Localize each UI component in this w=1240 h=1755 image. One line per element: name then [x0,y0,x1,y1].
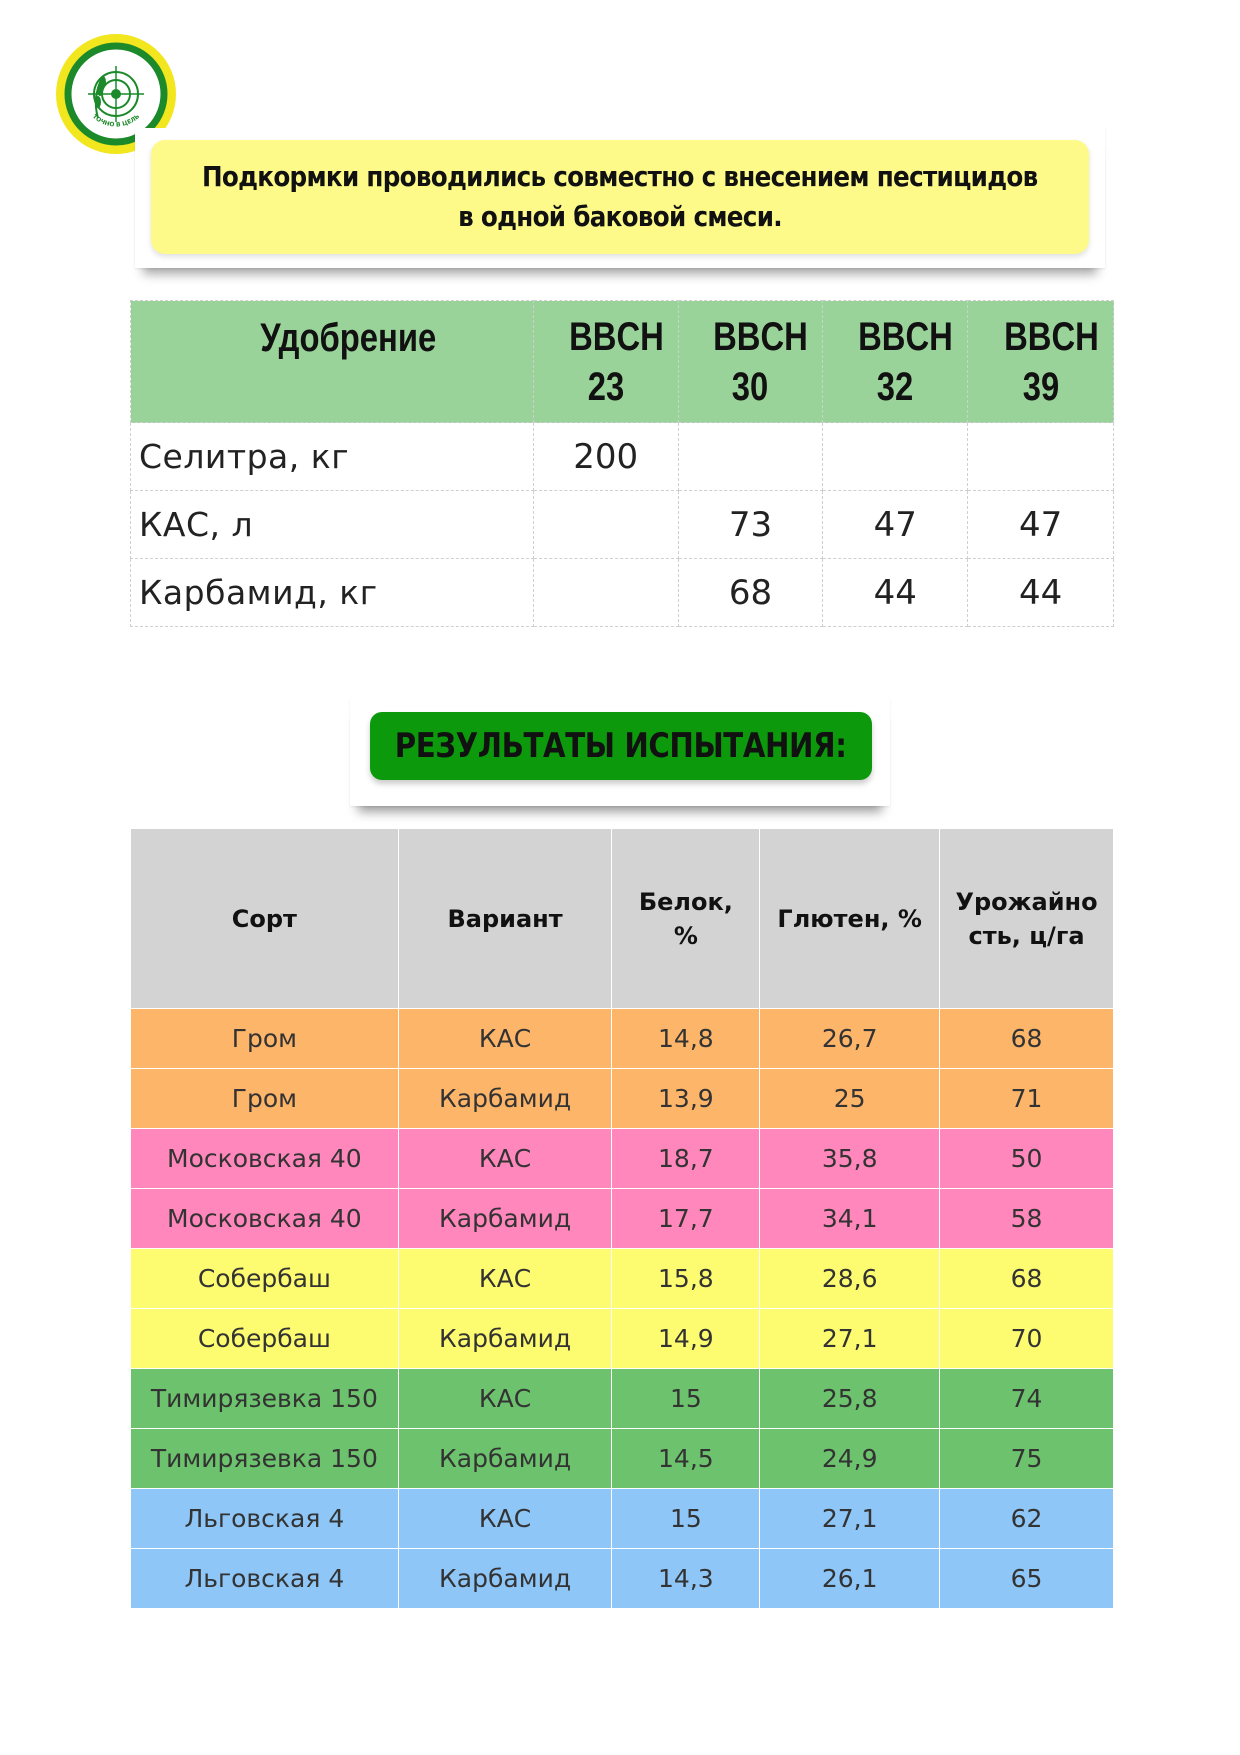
header-variety: Сорт [131,829,399,1009]
fertilizer-table [130,300,1114,627]
table-row [131,1309,1114,1369]
yield-cell: 65 [940,1549,1114,1609]
results-title: РЕЗУЛЬТАТЫ ИСПЫТАНИЯ: [395,726,847,766]
yield-cell: 50 [940,1129,1114,1189]
cell [533,491,678,559]
table-row [131,423,1114,491]
gluten-cell: 27,1 [760,1489,940,1549]
protein-cell: 17,7 [612,1189,760,1249]
results-header-row [131,829,1114,1009]
yield-cell: 58 [940,1189,1114,1249]
table-row [131,1369,1114,1429]
variety-cell: Льговская 4 [131,1489,399,1549]
table-row [131,1189,1114,1249]
gluten-cell: 25,8 [760,1369,940,1429]
variety-cell: Тимирязевка 150 [131,1429,399,1489]
table-row [131,1489,1114,1549]
protein-cell: 14,9 [612,1309,760,1369]
header-bbch-30: BBCH 30 [678,301,823,423]
table-row [131,1129,1114,1189]
yield-cell: 62 [940,1489,1114,1549]
protein-cell: 15 [612,1489,760,1549]
cell: 47 [968,491,1114,559]
gluten-cell: 26,1 [760,1549,940,1609]
variety-cell: Собербаш [131,1309,399,1369]
fertilizer-name: Селитра, кг [131,423,534,491]
logo-bottom-text: ТОЧНО В ЦЕЛЬ [90,113,142,129]
variety-cell: Тимирязевка 150 [131,1369,399,1429]
gluten-cell: 28,6 [760,1249,940,1309]
fertilizer-header-row [131,301,1114,423]
header-protein: Белок, % [612,829,760,1009]
variant-cell: Карбамид [398,1309,612,1369]
yield-cell: 70 [940,1309,1114,1369]
table-row [131,1069,1114,1129]
banner-line-1: Подкормки проводились совместно с внесением пестицидов [202,160,1038,193]
cell [968,423,1114,491]
variant-cell: КАС [398,1249,612,1309]
cell: 73 [678,491,823,559]
variety-cell: Гром [131,1069,399,1129]
fertilizer-name: КАС, л [131,491,534,559]
gluten-cell: 35,8 [760,1129,940,1189]
fertilizer-name: Карбамид, кг [131,559,534,627]
header-bbch-23: BBCH 23 [533,301,678,423]
banner-line-2: в одной баковой смеси. [458,200,782,233]
gluten-cell: 27,1 [760,1309,940,1369]
gluten-cell: 25 [760,1069,940,1129]
results-banner [350,698,890,818]
results-table [130,828,1114,1609]
cell: 44 [968,559,1114,627]
protein-cell: 13,9 [612,1069,760,1129]
logo-top-text: АО "АРТЕЛЬ" [84,48,148,69]
cell [678,423,823,491]
variant-cell: Карбамид [398,1429,612,1489]
cell: 47 [823,491,968,559]
variety-cell: Московская 40 [131,1189,399,1249]
variant-cell: Карбамид [398,1189,612,1249]
variant-cell: КАС [398,1009,612,1069]
variant-cell: Карбамид [398,1549,612,1609]
variant-cell: КАС [398,1129,612,1189]
protein-cell: 14,5 [612,1429,760,1489]
variety-cell: Собербаш [131,1249,399,1309]
protein-cell: 15 [612,1369,760,1429]
table-row [131,1549,1114,1609]
variant-cell: КАС [398,1489,612,1549]
table-row [131,1249,1114,1309]
yield-cell: 68 [940,1009,1114,1069]
yield-cell: 71 [940,1069,1114,1129]
table-row [131,1009,1114,1069]
protein-cell: 14,8 [612,1009,760,1069]
header-bbch-32: BBCH 32 [823,301,968,423]
cell [823,423,968,491]
table-row [131,491,1114,559]
gluten-cell: 34,1 [760,1189,940,1249]
header-fertilizer: Удобрение [131,301,534,423]
variant-cell: Карбамид [398,1069,612,1129]
cell [533,559,678,627]
yield-cell: 75 [940,1429,1114,1489]
yield-cell: 68 [940,1249,1114,1309]
gluten-cell: 26,7 [760,1009,940,1069]
gluten-cell: 24,9 [760,1429,940,1489]
table-row [131,1429,1114,1489]
header-yield: Урожайно сть, ц/га [940,829,1114,1009]
info-banner [135,128,1105,278]
header-gluten: Глютен, % [760,829,940,1009]
variety-cell: Московская 40 [131,1129,399,1189]
variant-cell: КАС [398,1369,612,1429]
header-variant: Вариант [398,829,612,1009]
yield-cell: 74 [940,1369,1114,1429]
cell: 44 [823,559,968,627]
protein-cell: 14,3 [612,1549,760,1609]
variety-cell: Льговская 4 [131,1549,399,1609]
header-bbch-39: BBCH 39 [968,301,1114,423]
cell: 200 [533,423,678,491]
cell: 68 [678,559,823,627]
table-row [131,559,1114,627]
variety-cell: Гром [131,1009,399,1069]
protein-cell: 15,8 [612,1249,760,1309]
protein-cell: 18,7 [612,1129,760,1189]
